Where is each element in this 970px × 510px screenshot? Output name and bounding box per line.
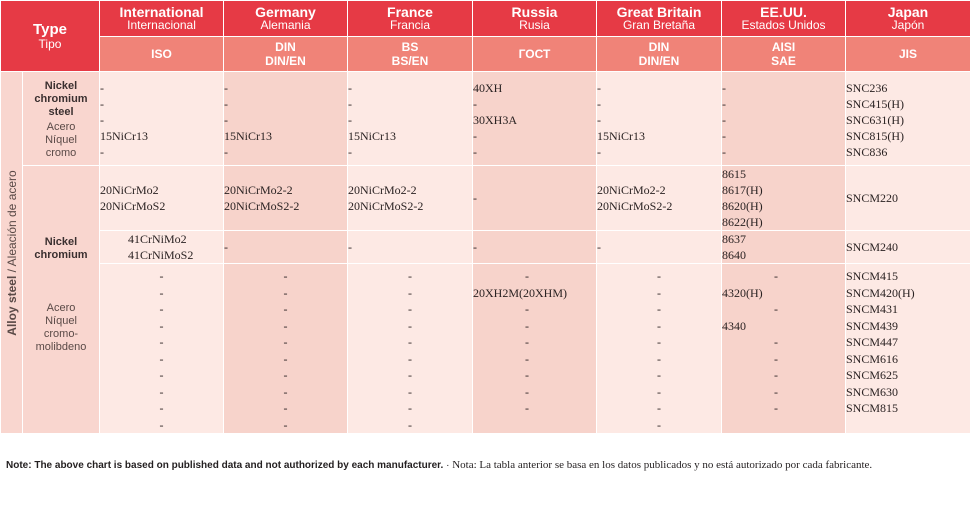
grade-cell xyxy=(846,166,970,231)
grade-value: - xyxy=(657,335,661,349)
type-header xyxy=(1,1,100,72)
grade-value: SNCM240 xyxy=(846,240,899,254)
grade-value: - xyxy=(657,384,661,399)
category-name-es-line: cromo xyxy=(45,147,77,159)
category-name-es-line: Níquel xyxy=(45,315,77,327)
grade-value: 41CrNiMoS2 xyxy=(128,248,194,262)
category-name-en-line: Nickel xyxy=(44,236,78,248)
category-nickel-chromium xyxy=(23,166,100,434)
grade-value: SNCM447 xyxy=(846,335,899,349)
country-name-es: Internacional xyxy=(127,18,196,32)
category-name-es xyxy=(23,121,99,160)
grade-value: - xyxy=(525,269,529,283)
grade-cell xyxy=(597,72,722,166)
standard-code: ISO xyxy=(151,47,172,61)
grade-value: - xyxy=(224,81,228,95)
grade-value: - xyxy=(283,417,288,432)
grade-cell xyxy=(846,72,970,166)
grade-value: SNC236 xyxy=(846,81,888,95)
grade-value: SNCM431 xyxy=(846,302,899,316)
grade-cell xyxy=(348,166,473,231)
grade-value: - xyxy=(774,335,778,349)
country-name-es: Gran Bretaña xyxy=(622,18,696,32)
grade-value: - xyxy=(348,81,352,95)
standard-code: DIN xyxy=(275,40,296,54)
row-nickel-chromium-steel xyxy=(1,72,970,166)
standard-code: BS xyxy=(401,40,419,54)
grade-value: - xyxy=(774,269,778,283)
footnote xyxy=(6,456,964,475)
country-name-es: Rusia xyxy=(519,18,550,32)
grade-value: - xyxy=(224,113,228,127)
grade-value: - xyxy=(774,351,778,366)
grade-value: 4320(H) xyxy=(722,285,763,300)
category-name-es-line: Acero xyxy=(46,121,76,133)
category-name-en xyxy=(23,236,99,262)
grade-cell xyxy=(100,231,224,264)
grade-value: - xyxy=(283,302,288,316)
country-name-en: Russia xyxy=(511,4,558,20)
grade-value: - xyxy=(657,368,661,382)
grade-value: - xyxy=(159,269,164,283)
country-name-es: Japón xyxy=(891,18,925,32)
grade-value: - xyxy=(525,368,529,382)
standard-code: DIN/EN xyxy=(265,54,306,68)
standard-header xyxy=(846,37,970,72)
alloy-steel-label-en: Alloy steel xyxy=(5,275,19,336)
grade-value: - xyxy=(657,285,661,300)
footnote-separator: · xyxy=(443,460,453,471)
grade-cell xyxy=(348,72,473,166)
grade-value: 15NiCr13 xyxy=(224,129,272,143)
standard-code: ГОСТ xyxy=(518,47,551,61)
grade-value: 15NiCr13 xyxy=(597,129,645,143)
grade-value: - xyxy=(525,318,529,333)
grade-value: - xyxy=(597,145,601,159)
country-header xyxy=(722,1,846,37)
grade-value: SNCM220 xyxy=(846,191,899,205)
grade-value: - xyxy=(159,318,164,333)
grade-value: 41CrNiMo2 xyxy=(128,232,187,246)
grade-value: - xyxy=(283,351,288,366)
grade-value: - xyxy=(283,401,288,415)
grade-cell xyxy=(100,264,224,434)
grade-value: 20NiCrMoS2-2 xyxy=(597,199,673,213)
grade-value: - xyxy=(348,97,352,111)
grade-cell xyxy=(473,231,597,264)
grade-value: - xyxy=(283,318,288,333)
standard-code: DIN/EN xyxy=(638,54,680,68)
grade-value: 20NiCrMo2-2 xyxy=(348,183,417,197)
grade-value: - xyxy=(774,368,778,382)
grade-value: - xyxy=(348,240,352,254)
grade-value: - xyxy=(473,97,477,111)
grade-value: - xyxy=(224,97,228,111)
grade-value: - xyxy=(283,269,288,283)
grade-value: - xyxy=(657,401,661,415)
grade-value: - xyxy=(525,401,529,415)
grade-value: 15NiCr13 xyxy=(100,129,148,143)
grade-value: - xyxy=(597,240,601,254)
grade-value: SNCM630 xyxy=(846,384,899,399)
grade-cell xyxy=(224,264,348,434)
category-nickel-chromium-steel xyxy=(23,72,100,166)
grade-value: 30XH3A xyxy=(473,113,517,127)
grade-cell xyxy=(722,231,846,264)
grade-value: - xyxy=(408,368,412,382)
grade-value: - xyxy=(774,384,778,399)
grade-value: - xyxy=(159,401,164,415)
country-name-es: Alemania xyxy=(260,18,311,32)
grade-value: 8617(H) xyxy=(722,183,763,197)
grade-value: 20NiCrMoS2 xyxy=(100,199,166,213)
grade-cell xyxy=(597,264,722,434)
grade-value: - xyxy=(224,145,228,159)
grade-value: - xyxy=(283,335,288,349)
grade-value: - xyxy=(408,384,412,399)
category-name-en-line: chromium xyxy=(34,249,88,261)
grade-value: - xyxy=(408,417,412,432)
grade-value: 20NiCrMoS2-2 xyxy=(224,199,300,213)
alloy-steel-label-es: Aleación de acero xyxy=(5,169,19,266)
country-header xyxy=(473,1,597,37)
grade-value: 40XH xyxy=(473,81,503,95)
alloy-steel-label-separator: / xyxy=(5,265,19,276)
grade-cell xyxy=(473,72,597,166)
category-name-es-line: cromo- xyxy=(43,328,79,340)
grade-value: 4340 xyxy=(722,318,746,333)
row-nicrmo-2 xyxy=(1,166,970,231)
grade-value: 20NiCrMo2 xyxy=(100,183,159,197)
grade-value: - xyxy=(408,285,412,300)
grade-value: - xyxy=(722,97,726,111)
row-crnimo xyxy=(1,231,970,264)
grade-value: - xyxy=(722,81,726,95)
grade-cell xyxy=(224,166,348,231)
grade-cell xyxy=(473,264,597,434)
standard-code: AISI xyxy=(771,40,796,54)
grade-value: - xyxy=(159,417,164,432)
category-name-en-line: chromium xyxy=(34,93,88,105)
grade-value: - xyxy=(100,145,104,159)
grade-value: SNC836 xyxy=(846,145,888,159)
grade-value: - xyxy=(159,335,164,349)
country-name-es: Francia xyxy=(389,18,430,32)
grade-value: - xyxy=(408,269,412,283)
grade-value: - xyxy=(408,302,412,316)
grade-value: 8620(H) xyxy=(722,199,763,213)
grade-value: 20NiCrMo2-2 xyxy=(224,183,293,197)
grade-value: SNCM616 xyxy=(846,351,899,366)
header-row-countries xyxy=(1,1,970,37)
grade-value: 20XH2M(20XHM) xyxy=(473,285,567,300)
country-name-es: Estados Unidos xyxy=(741,18,826,32)
grade-value: 20NiCrMoS2-2 xyxy=(348,199,424,213)
country-name-en: Germany xyxy=(255,4,316,20)
country-name-en: EE.UU. xyxy=(760,4,807,20)
grade-value: SNCM415 xyxy=(846,269,899,283)
grade-value: - xyxy=(597,97,601,111)
grade-value: 8622(H) xyxy=(722,215,763,229)
standard-header xyxy=(100,37,224,72)
grade-cell xyxy=(224,72,348,166)
grade-value: - xyxy=(473,240,477,254)
grade-cell xyxy=(100,72,224,166)
grade-value: - xyxy=(473,129,477,143)
country-header xyxy=(224,1,348,37)
grade-cell xyxy=(722,166,846,231)
grade-value: - xyxy=(774,401,778,415)
grade-value: SNCM439 xyxy=(846,318,899,333)
grade-cell xyxy=(846,264,970,434)
grade-value: - xyxy=(283,285,288,300)
country-header xyxy=(597,1,722,37)
country-name-en: Japan xyxy=(887,4,929,20)
type-header-en: Type xyxy=(33,20,67,38)
category-name-en-line: steel xyxy=(48,106,74,118)
grade-value: - xyxy=(525,351,529,366)
grade-value: SNC415(H) xyxy=(846,97,905,111)
grade-value: - xyxy=(159,351,164,366)
grade-cell xyxy=(348,264,473,434)
grade-value: 8615 xyxy=(722,167,746,181)
country-header xyxy=(846,1,970,37)
grade-value: - xyxy=(597,113,601,127)
grade-value: SNC631(H) xyxy=(846,113,905,127)
category-name-es-line: molibdeno xyxy=(35,341,87,353)
grade-cell xyxy=(722,264,846,434)
footnote-spanish: Nota: La tabla anterior se basa en los datos publicados y no está autorizado por cada fabricante. xyxy=(452,459,873,471)
standard-code: SAE xyxy=(771,54,796,68)
grade-value: - xyxy=(159,384,164,399)
header-row-standards xyxy=(1,37,970,72)
grade-value: - xyxy=(408,351,412,366)
grade-value: - xyxy=(283,368,288,382)
grade-value: 20NiCrMo2-2 xyxy=(597,183,666,197)
category-name-es xyxy=(23,302,99,354)
grade-value: - xyxy=(408,401,412,415)
category-name-es-line: Acero xyxy=(46,302,76,314)
grade-value: - xyxy=(657,269,661,283)
standard-header xyxy=(473,37,597,72)
grade-value: - xyxy=(473,191,477,205)
grade-value: SNCM420(H) xyxy=(846,285,915,300)
category-name-en xyxy=(23,80,99,119)
grade-value: - xyxy=(722,113,726,127)
grade-cell xyxy=(597,166,722,231)
standard-code: DIN xyxy=(648,40,670,54)
standard-code: JIS xyxy=(898,47,917,61)
grade-value: - xyxy=(657,351,661,366)
grade-cell xyxy=(348,231,473,264)
grade-value: - xyxy=(722,129,726,143)
grade-value: - xyxy=(348,113,352,127)
row-nicrmo-others xyxy=(1,264,970,434)
grade-value: - xyxy=(657,302,661,316)
grade-cell xyxy=(722,72,846,166)
category-name-en-line: Nickel xyxy=(44,80,78,92)
grade-cell xyxy=(473,166,597,231)
grade-value: SNC815(H) xyxy=(846,129,905,143)
alloy-steel-label xyxy=(1,72,23,434)
grade-value: - xyxy=(408,318,412,333)
grade-value: - xyxy=(525,384,529,399)
country-header xyxy=(348,1,473,37)
grade-value: - xyxy=(100,113,104,127)
standard-header xyxy=(722,37,846,72)
grade-value: SNCM625 xyxy=(846,368,899,382)
standard-header xyxy=(597,37,722,72)
country-header xyxy=(100,1,224,37)
standard-header xyxy=(348,37,473,72)
grade-cell xyxy=(224,231,348,264)
grade-value: 8637 xyxy=(722,232,746,246)
country-name-en: Great Britain xyxy=(616,4,702,20)
grade-value: - xyxy=(100,81,104,95)
grade-cell xyxy=(100,166,224,231)
country-name-en: International xyxy=(119,4,204,20)
grade-value: - xyxy=(657,417,661,432)
grade-value: - xyxy=(224,240,228,254)
grade-value: - xyxy=(774,302,778,316)
grade-value: 8640 xyxy=(722,248,746,262)
grade-value: - xyxy=(722,145,726,159)
grade-value: - xyxy=(473,145,477,159)
grade-value: - xyxy=(159,285,164,300)
grade-value: - xyxy=(597,81,601,95)
footnote-english: Note: The above chart is based on published data and not authorized by each manufacturer. xyxy=(6,460,444,471)
grade-value: - xyxy=(657,318,661,333)
grade-value: - xyxy=(348,145,352,159)
grade-value: - xyxy=(159,368,164,382)
grade-value: - xyxy=(525,335,529,349)
grade-value: - xyxy=(408,335,412,349)
grade-value: - xyxy=(525,302,529,316)
country-name-en: France xyxy=(387,4,433,20)
grade-cell xyxy=(597,231,722,264)
category-name-es-line: Níquel xyxy=(45,134,77,146)
standard-code: BS/EN xyxy=(391,54,429,68)
grade-value: - xyxy=(283,384,288,399)
grade-value: - xyxy=(159,302,164,316)
grade-value: 15NiCr13 xyxy=(348,129,396,143)
grade-value: - xyxy=(100,97,104,111)
standard-header xyxy=(224,37,348,72)
grade-value: SNCM815 xyxy=(846,401,899,415)
grade-cell xyxy=(846,231,970,264)
type-header-es: Tipo xyxy=(38,36,62,51)
